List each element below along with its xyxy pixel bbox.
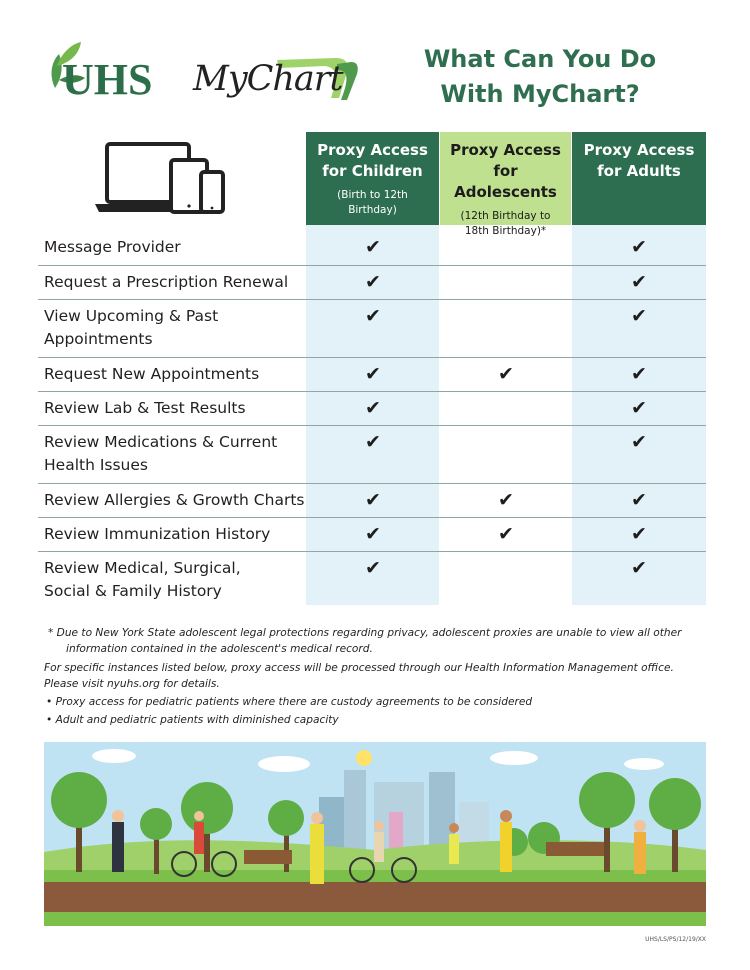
table-row: [38, 484, 706, 518]
check-icon: ✔: [631, 305, 647, 327]
check-icon: ✔: [365, 489, 381, 511]
table-row: [38, 300, 706, 358]
feature-label: Review Medical, Surgical,: [44, 559, 241, 577]
check-icon: ✔: [631, 557, 647, 579]
column-title: Proxy Access: [450, 141, 561, 159]
check-icon: ✔: [631, 397, 647, 419]
feature-label: Review Allergies & Growth Charts: [44, 491, 305, 509]
document-code: UHS/LS/PS/12/19/XX: [645, 936, 706, 943]
column-subtitle: (12th Birthday to 18th Birthday)*: [460, 210, 551, 237]
column-header-adults: [572, 132, 706, 225]
check-icon: ✔: [631, 489, 647, 511]
feature-label: Message Provider: [44, 238, 181, 256]
feature-label: Health Issues: [44, 456, 148, 474]
feature-label: Appointments: [44, 330, 153, 348]
check-icon: ✔: [365, 305, 381, 327]
feature-label: Review Lab & Test Results: [44, 399, 246, 417]
table-row: [38, 426, 706, 484]
check-icon: ✔: [365, 363, 381, 385]
feature-label: Review Immunization History: [44, 525, 271, 543]
check-icon: ✔: [365, 431, 381, 453]
table-row: [38, 518, 706, 552]
column-title: for Children: [322, 162, 423, 180]
title-line-1: What Can You Do: [423, 45, 657, 73]
check-icon: ✔: [498, 489, 514, 511]
column-title: for Adolescents: [454, 162, 557, 201]
feature-label: View Upcoming & Past: [44, 307, 219, 325]
check-icon: ✔: [365, 557, 381, 579]
bullet-item: • Proxy access for pediatric patients where there are custody agreements to be considered: [46, 696, 533, 708]
column-subtitle: (Birth to 12th Birthday): [337, 189, 408, 216]
table-row: [38, 392, 706, 426]
check-icon: ✔: [631, 431, 647, 453]
devices-icon: [93, 142, 228, 220]
check-icon: ✔: [631, 523, 647, 545]
check-icon: ✔: [498, 523, 514, 545]
column-title: for Adults: [597, 162, 681, 180]
column-header-children: [306, 132, 439, 225]
check-icon: ✔: [631, 363, 647, 385]
column-header-adolescents: [440, 132, 571, 237]
column-title: Proxy Access: [317, 141, 428, 159]
bullet-item: • Adult and pediatric patients with diminished capacity: [46, 714, 339, 726]
page-title: [410, 42, 670, 112]
check-icon: ✔: [365, 397, 381, 419]
table-row: [38, 552, 706, 605]
check-icon: ✔: [365, 236, 381, 258]
footnote-line: information contained in the adolescent's medical record.: [66, 643, 373, 655]
feature-label: Social & Family History: [44, 582, 222, 600]
check-icon: ✔: [365, 523, 381, 545]
check-icon: ✔: [498, 363, 514, 385]
feature-label: Review Medications & Current: [44, 433, 278, 451]
table-row: [38, 266, 706, 300]
feature-label: Request New Appointments: [44, 365, 260, 383]
footnotes: [44, 625, 724, 728]
specific-instances-line: Please visit nyuhs.org for details.: [44, 678, 220, 690]
table-row: [38, 358, 706, 392]
feature-label: Request a Prescription Renewal: [44, 273, 289, 291]
check-icon: ✔: [631, 236, 647, 258]
check-icon: ✔: [631, 271, 647, 293]
footnote-line: * Due to New York State adolescent legal protections regarding privacy, adolescent proxies are unable to view all other: [48, 627, 682, 639]
specific-instances-line: For specific instances listed below, proxy access will be processed through our Health Information Management office.: [44, 662, 674, 674]
uhs-logo-text: UHS: [62, 55, 153, 104]
check-icon: ✔: [365, 271, 381, 293]
mychart-logo-text: MyChart: [193, 59, 343, 99]
table-row: [38, 231, 706, 266]
column-title: Proxy Access: [583, 141, 695, 159]
title-line-2: With MyChart?: [440, 80, 640, 108]
park-illustration: [44, 742, 706, 926]
